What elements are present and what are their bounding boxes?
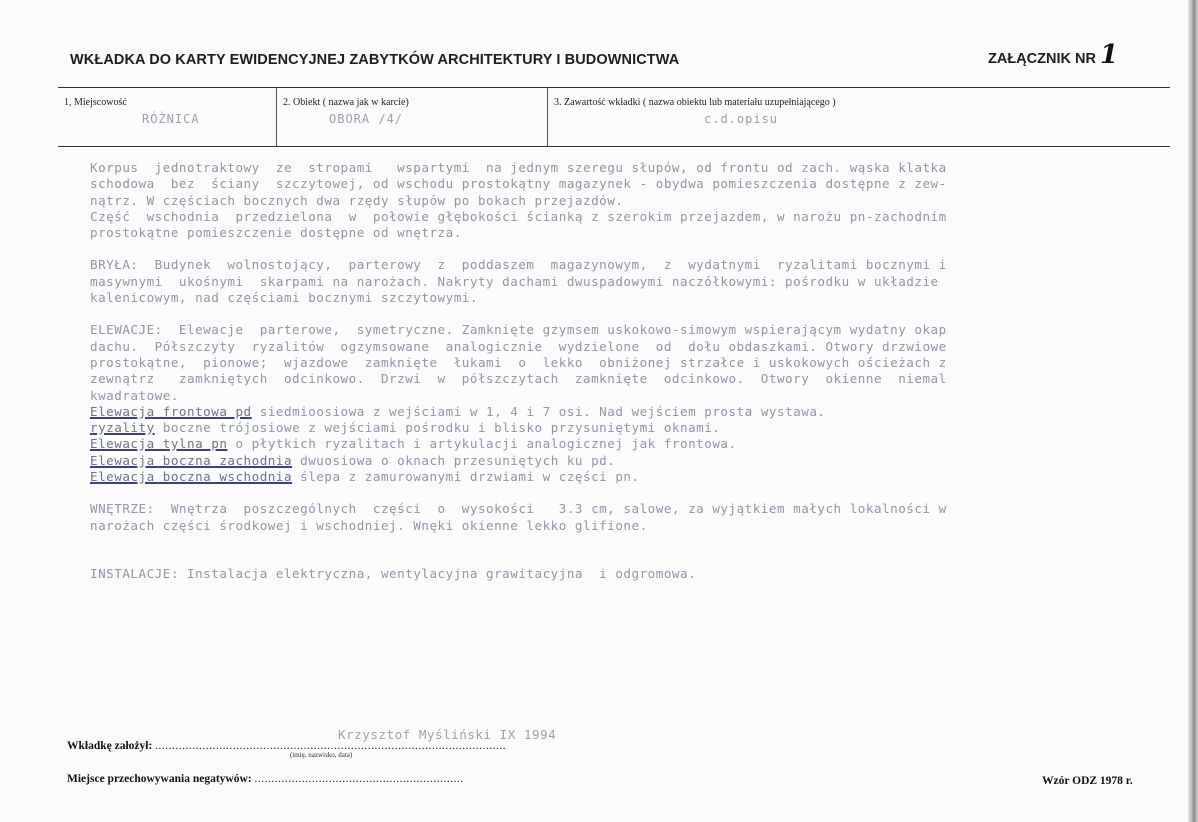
body-line: schodowa bez ściany szczytowej, od wschodu prostokątny magazynek - obydwa pomieszczenia dostępne z zew- (90, 176, 947, 192)
author-hint: (imię, nazwisko, data) (290, 751, 353, 759)
description-body (90, 160, 1140, 582)
elevation-text: dwuosiowa o oknach przesuniętych ku pd. (292, 452, 616, 468)
elevation-line (90, 404, 1140, 420)
elevation-text: siedmioosiowa z wejściami w 1, 4 i 7 osi. Nad wejściem prosta wystawa. (251, 403, 826, 419)
body-line: narożach części środkowej i wschodniej. Wnęki okienne lekko glifione. (90, 517, 648, 533)
field-object (276, 88, 548, 146)
body-line: INSTALACJE: Instalacja elektryczna, wentylacyjna grawitacyjna i odgromowa. (90, 565, 697, 581)
body-line: dachu. Półszczyty ryzalitów ogzymsowane analogicznie wydzielone od dołu obdaszkami. Otwory drzwiowe (90, 338, 947, 354)
elevation-heading: Elewacja tylna pn (90, 436, 228, 452)
elevation-line (90, 436, 1140, 452)
body-line: prostokątne pomieszczenie dostępne od wnętrza. (90, 225, 462, 241)
elevation-line (90, 453, 1140, 469)
attachment-number: 1 (1100, 40, 1119, 70)
elevation-line (90, 469, 1140, 485)
elevation-text: ślepa z zamurowanymi drzwiami w części pn. (292, 469, 640, 485)
elevation-heading: ryzality (90, 420, 155, 436)
field-object-value: OBORA /4/ (329, 112, 404, 126)
header-fields-table (58, 87, 1170, 147)
field-locality-value: RÓŻNICA (142, 112, 200, 126)
body-line: Część wschodnia przedzielona w połowie głębokości ścianką z szerokim przejazdem, w narożu pn-zachodnim (90, 208, 947, 224)
body-line: ELEWACJE: Elewacje parterowe, symetryczne. Zamknięte gzymsem uskokowo-simowym wspierającym wydatny okap (90, 322, 947, 338)
negatives-label: Miejsce przechowywania negatywów: (67, 773, 252, 785)
elevation-line (90, 420, 1140, 436)
body-line: Korpus jednotraktowy ze stropami wspartymi na jednym szeregu słupów, od frontu od zach. wąska klatka (90, 160, 947, 175)
elevation-text: o płytkich ryzalitach i artykulacji analogicznej jak frontowa. (227, 436, 737, 452)
body-line: kwadratowe. (90, 387, 179, 403)
form-version-label: Wzór ODZ 1978 r. (1042, 775, 1133, 787)
author-dotted-line: ........................................................................................................ (155, 740, 507, 752)
body-line: kalenicowym, nad częściami bocznymi szczytowymi. (90, 290, 478, 306)
field-content (547, 88, 1171, 146)
scan-edge (1188, 0, 1198, 822)
field-content-value: c.d.opisu (704, 112, 779, 126)
body-line: prostokątne, pionowe; wjazdowe zamknięte łukami o lekko obniżonej strzałce i uskokowych ościeżach z (90, 354, 947, 370)
elevation-heading: Elewacja boczna wschodnia (90, 469, 293, 485)
body-line: BRYŁA: Budynek wolnostojący, parterowy z poddaszem magazynowym, z wydatnymi ryzalitami bocznymi i (90, 257, 947, 273)
body-line: zewnątrz zamkniętych odcinkowo. Drzwi w półszczytach zamknięte odcinkowo. Otwory okienne niemal (90, 371, 947, 387)
author-name-typed: Krzysztof Myśliński IX 1994 (338, 727, 557, 742)
body-line: WNĘTRZE: Wnętrza poszczególnych części o wysokości 3.3 cm, salowe, za wyjątkiem małych lokalności w (90, 501, 947, 517)
field-locality (58, 88, 276, 146)
field-content-label: 3. Zawartość wkładki ( nazwa obiektu lub materiału uzupełniającego ) (554, 97, 836, 108)
elevation-heading: Elewacja frontowa pd (90, 403, 252, 419)
body-line: masywnymi ukośnymi skarpami na narożach. Nakryty dachami dwuspadowymi naczółkowymi: pośrodku w układzie (90, 273, 939, 289)
negatives-dotted-line: .............................................................. (254, 773, 464, 785)
elevation-heading: Elewacja boczna zachodnia (90, 452, 293, 468)
negatives-field (67, 773, 464, 785)
field-locality-label: 1, Miejscowość (64, 97, 127, 108)
author-field (67, 740, 506, 752)
field-object-label: 2. Obiekt ( nazwa jak w karcie) (283, 97, 409, 108)
body-line: nątrz. W częściach bocznych dwa rzędy słupów po bokach przejazdów. (90, 192, 624, 208)
author-label: Wkładkę założył: (67, 740, 153, 752)
elevation-text: boczne trójosiowe z wejściami pośrodku i blisko przysuniętymi oknami. (154, 420, 721, 436)
document-title: WKŁADKA DO KARTY EWIDENCYJNEJ ZABYTKÓW ARCHITEKTURY I BUDOWNICTWA (70, 52, 680, 68)
attachment-label: ZAŁĄCZNIK NR (988, 51, 1096, 67)
